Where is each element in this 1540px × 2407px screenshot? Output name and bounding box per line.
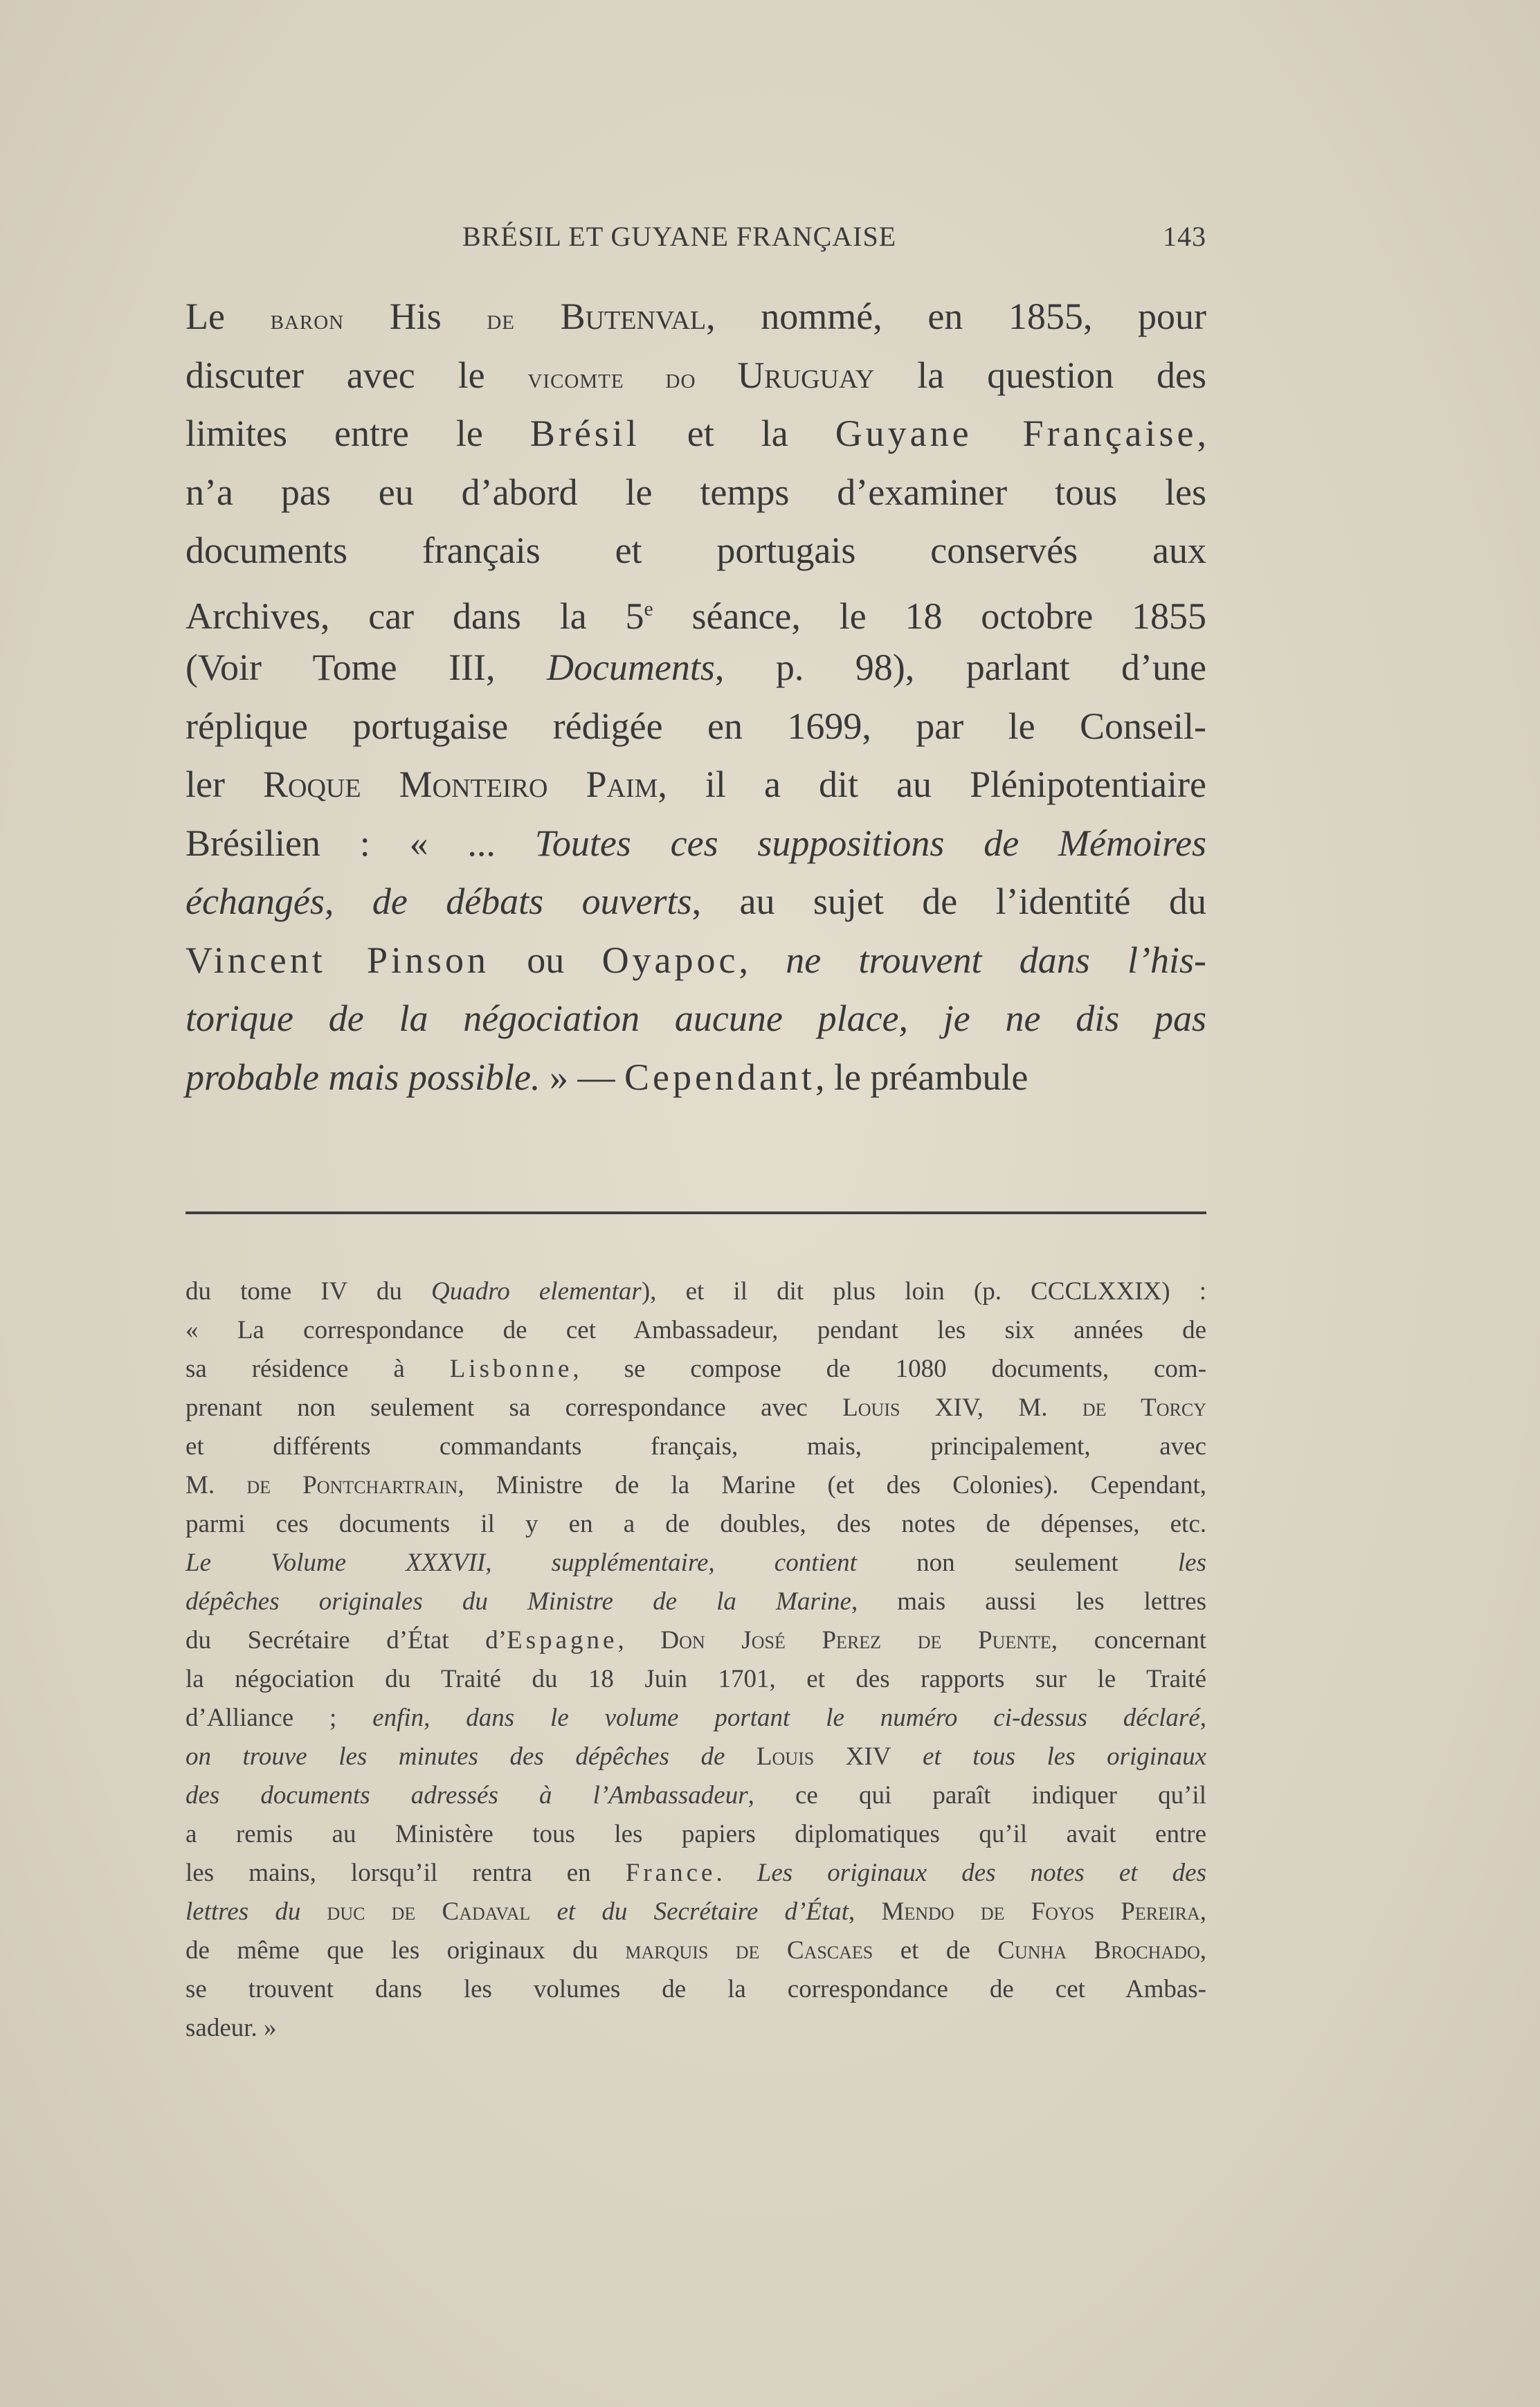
note-line: prenant non seulement sa correspondance avec Louis XIV, M. de Torcy [185, 1394, 1206, 1422]
note-line: on trouve les minutes des dépêches de Louis XIV et tous les originaux [185, 1742, 1206, 1771]
running-head [185, 220, 1206, 262]
note-line: « La correspondance de cet Ambassadeur, pendant les six années de [185, 1316, 1206, 1344]
text-line: n’a pas eu d’abord le temps d’examiner tous les [185, 471, 1206, 513]
text-line: (Voir Tome III, Documents, p. 98), parlant d’une [185, 647, 1207, 688]
note-line: de même que les originaux du marquis de Cascaes et de Cunha Brochado, [185, 1936, 1207, 1965]
note-line: lettres du duc de Cadaval et du Secrétaire d’État, Mendo de Foyos Pereira, [185, 1897, 1206, 1926]
text-line: Le baron His de Butenval, nommé, en 1855, pour [185, 296, 1206, 337]
page-number: 143 [1163, 221, 1206, 252]
note-line: a remis au Ministère tous les papiers diplomatiques qu’il avait entre [185, 1820, 1206, 1848]
text-line: Vincent Pinson ou Oyapoc, ne trouvent dans l’his- [185, 939, 1207, 981]
main-text [185, 287, 1206, 1106]
running-title: BRÉSIL ET GUYANE FRANÇAISE [462, 221, 897, 252]
note-line: les mains, lorsqu’il rentra en France. Les originaux des notes et des [185, 1859, 1206, 1887]
note-line: des documents adressés à l’Ambassadeur, ce qui paraît indiquer qu’il [185, 1781, 1206, 1810]
note-line: Le Volume XXXVII, supplémentaire, contient non seulement les [185, 1549, 1206, 1577]
note-line: la négociation du Traité du 18 Juin 1701, et des rapports sur le Traité [185, 1665, 1206, 1693]
note-line: sa résidence à Lisbonne, se compose de 1080 documents, com- [185, 1355, 1207, 1383]
footnote-text [185, 1272, 1206, 2048]
text-line: limites entre le Brésil et la Guyane Française, [185, 413, 1206, 454]
note-line: dépêches originales du Ministre de la Marine, mais aussi les lettres [185, 1587, 1207, 1616]
note-line: du tome IV du Quadro elementar), et il dit plus loin (p. CCCLXXIX) : [185, 1277, 1206, 1306]
note-line: sadeur. » [185, 2014, 277, 2042]
text-line: Brésilien : « ... Toutes ces suppositions de Mémoires [185, 822, 1206, 864]
footnote-rule [185, 1211, 1206, 1214]
text-line: Archives, car dans la 5e séance, le 18 octobre 1855 [185, 595, 1206, 637]
note-line: d’Alliance ; enfin, dans le volume portant le numéro ci-dessus déclaré, [185, 1704, 1206, 1732]
text-line: échangés, de débats ouverts, au sujet de l’identité du [185, 881, 1206, 922]
text-line: discuter avec le vicomte do Uruguay la question des [185, 354, 1206, 396]
text-line: torique de la négociation aucune place, je ne dis pas [185, 998, 1206, 1039]
text-line: ler Roque Monteiro Paim, il a dit au Plénipotentiaire [185, 764, 1206, 805]
note-line: se trouvent dans les volumes de la correspondance de cet Ambas- [185, 1975, 1206, 2003]
text-line: réplique portugaise rédigée en 1699, par le Conseil- [185, 705, 1206, 747]
text-line: documents français et portugais conservés aux [185, 530, 1206, 571]
note-line: et différents commandants français, mais, principalement, avec [185, 1432, 1206, 1461]
note-line: M. de Pontchartrain, Ministre de la Marine (et des Colonies). Cependant, [185, 1471, 1206, 1499]
note-line: parmi ces documents il y en a de doubles, des notes de dépenses, etc. [185, 1510, 1206, 1538]
note-line: du Secrétaire d’État d’Espagne, Don José Perez de Puente, concernant [185, 1626, 1206, 1655]
text-line: probable mais possible. » — Cependant, le préambule [185, 1056, 1029, 1098]
